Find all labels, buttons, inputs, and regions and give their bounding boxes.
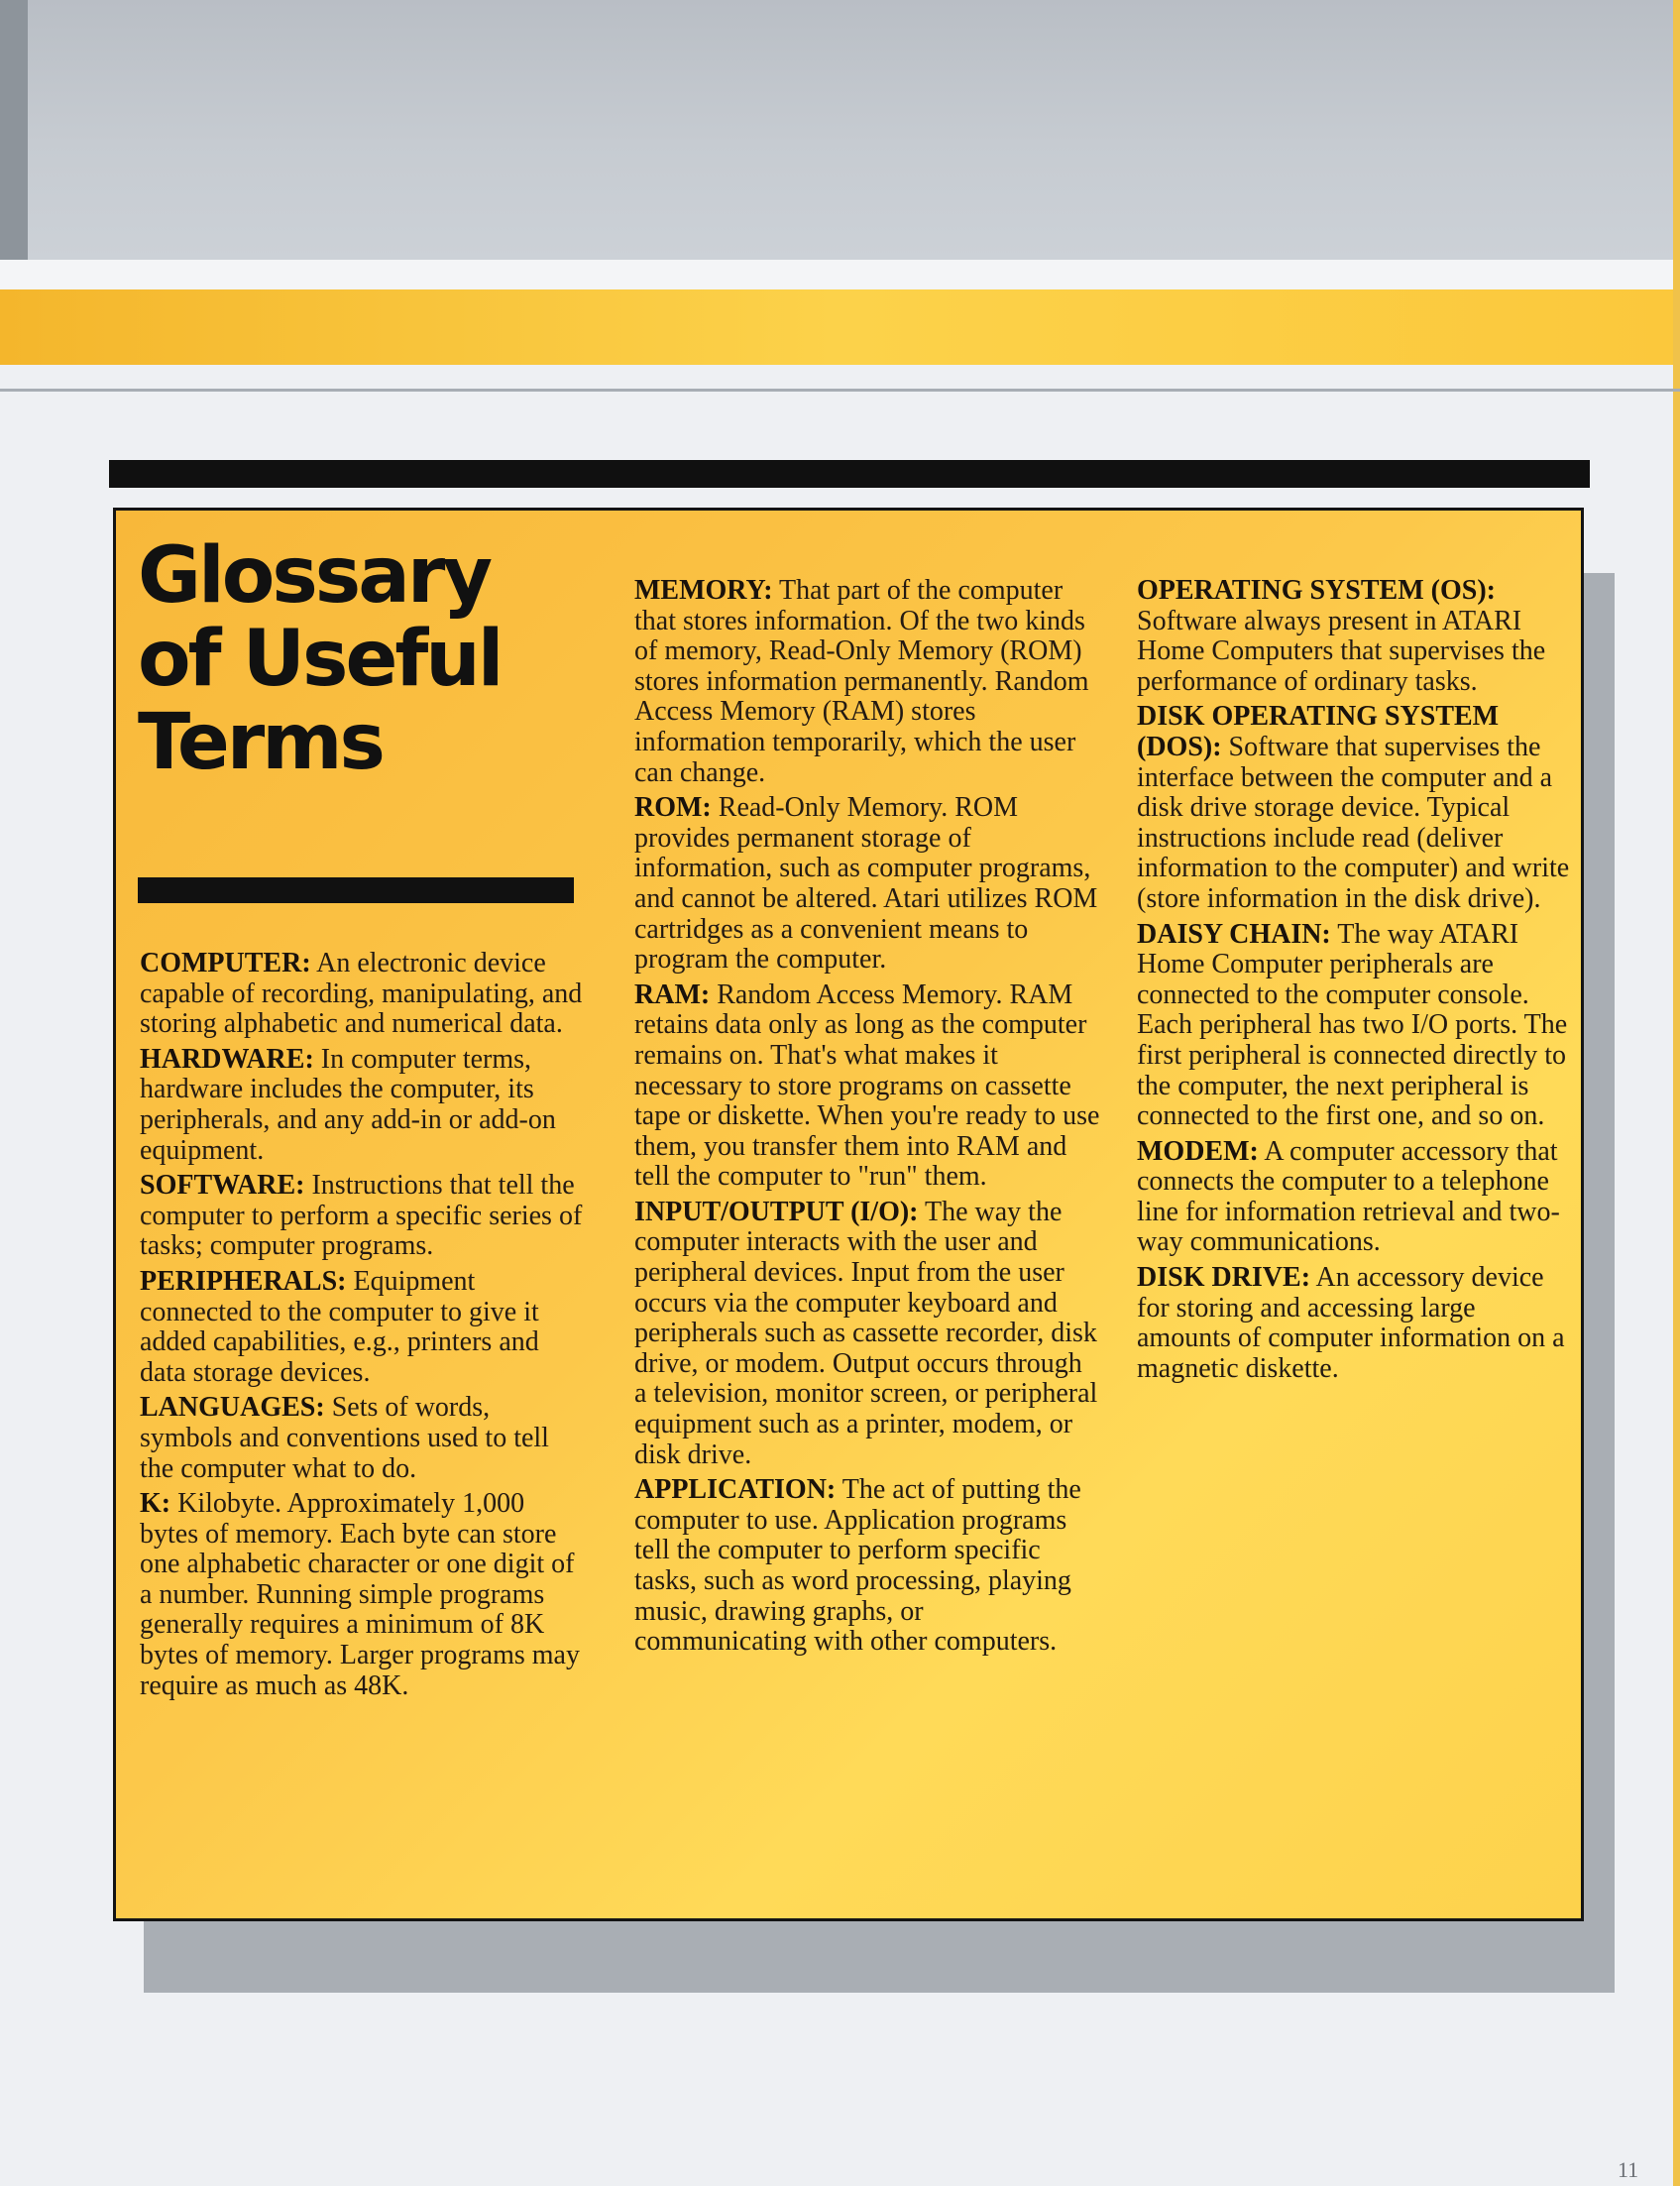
glossary-term: PERIPHERALS: bbox=[140, 1265, 347, 1297]
glossary-entry bbox=[1137, 702, 1573, 914]
glossary-entry bbox=[140, 949, 584, 1040]
glossary-entry bbox=[1137, 920, 1573, 1132]
glossary-entry bbox=[1137, 1137, 1573, 1258]
glossary-entry bbox=[634, 793, 1100, 976]
glossary-title: Glossary of Useful Terms bbox=[138, 531, 502, 787]
glossary-entry bbox=[140, 1045, 584, 1166]
glossary-definition: Sets of words, symbols and conventions used to tell the computer what to do. bbox=[140, 1392, 549, 1484]
glossary-entry bbox=[634, 1475, 1100, 1658]
glossary-term: DAISY CHAIN: bbox=[1137, 918, 1331, 950]
glossary-entry bbox=[634, 576, 1100, 788]
glossary-entry bbox=[140, 1489, 584, 1701]
glossary-definition: The act of putting the computer to use. Application programs tell the computer to perform specific tasks, such as word processing, playing music, drawing graphs, or communicating with other computers. bbox=[634, 1474, 1081, 1658]
glossary-definition: That part of the computer that stores information. Of the two kinds of memory, Read-Only Memory (ROM) stores information permanently. Random Access Memory (RAM) stores information temporarily, which the user can change. bbox=[634, 575, 1089, 788]
glossary-definition: In computer terms, hardware includes the computer, its peripherals, and any add-in or add-on equipment. bbox=[140, 1043, 556, 1166]
glossary-term: LANGUAGES: bbox=[140, 1392, 325, 1424]
glossary-definition: The way ATARI Home Computer peripherals are connected to the computer console. Each peripheral has two I/O ports. The first peripheral is connected directly to the computer, the next peripheral is connected to the first one, and so on. bbox=[1137, 918, 1568, 1132]
glossary-definition: Software always present in ATARI Home Computers that supervises the performance of ordinary tasks. bbox=[1137, 605, 1546, 697]
glossary-entry bbox=[140, 1267, 584, 1388]
glossary-term: MEMORY: bbox=[634, 575, 773, 606]
glossary-term: COMPUTER: bbox=[140, 948, 311, 978]
glossary-term: HARDWARE: bbox=[140, 1043, 314, 1075]
glossary-entry bbox=[1137, 1263, 1573, 1384]
glossary-column-1 bbox=[140, 949, 584, 1706]
glossary-entry bbox=[1137, 576, 1573, 697]
glossary-definition: Instructions that tell the computer to perform a specific series of tasks; computer programs. bbox=[140, 1170, 583, 1262]
glossary-definition: An electronic device capable of recording, manipulating, and storing alphabetic and numerical data. bbox=[140, 948, 583, 1040]
glossary-definition: Kilobyte. Approximately 1,000 bytes of memory. Each byte can store one alphabetic character or one digit of a number. Running simple programs generally requires a minimum of 8K bytes of memory. Larger programs may require as much as 48K. bbox=[140, 1488, 580, 1701]
glossary-entry bbox=[140, 1171, 584, 1262]
header-rule bbox=[0, 389, 1680, 392]
glossary-entry bbox=[140, 1393, 584, 1484]
glossary-term: APPLICATION: bbox=[634, 1474, 837, 1506]
glossary-definition: The way the computer interacts with the user and peripheral devices. Input from the user occurs via the computer keyboard and peripherals such as cassette recorder, disk drive, or modem. Output occurs through a television, monitor screen, or peripheral equipment such as a printer, modem, or disk drive. bbox=[634, 1196, 1098, 1470]
header-yellow-band bbox=[0, 289, 1680, 365]
glossary-entry bbox=[634, 1198, 1100, 1470]
glossary-definition: An accessory device for storing and accessing large amounts of computer information on a magnetic diskette. bbox=[1137, 1262, 1565, 1384]
glossary-top-bar bbox=[109, 460, 1590, 488]
page-number: 11 bbox=[1618, 2157, 1639, 2182]
glossary-definition: Random Access Memory. RAM retains data only as long as the computer remains on. That's what makes it necessary to store programs on cassette tape or diskette. When you're ready to use them, you transfer them into RAM and tell the computer to "run" them. bbox=[634, 978, 1100, 1193]
title-underline-bar bbox=[138, 877, 574, 903]
header-gray-band bbox=[0, 0, 1680, 260]
page-edge-shadow bbox=[0, 0, 28, 260]
glossary-definition: Equipment connected to the computer to give it added capabilities, e.g., printers and data storage devices. bbox=[140, 1265, 539, 1388]
glossary-definition: Software that supervises the interface between the computer and a disk drive storage device. Typical instructions include read (deliver information to the computer) and write (store information in the disk drive). bbox=[1137, 731, 1570, 914]
glossary-term: SOFTWARE: bbox=[140, 1170, 305, 1202]
glossary-term: ROM: bbox=[634, 792, 712, 824]
glossary-term: OPERATING SYSTEM (OS): bbox=[1137, 575, 1496, 606]
right-page-edge bbox=[1673, 0, 1680, 2186]
glossary-term: RAM: bbox=[634, 978, 711, 1010]
glossary-term: DISK DRIVE: bbox=[1137, 1262, 1311, 1294]
glossary-term: INPUT/OUTPUT (I/O): bbox=[634, 1196, 919, 1227]
header-white-stripe bbox=[0, 260, 1680, 289]
glossary-column-2 bbox=[634, 576, 1100, 1663]
glossary-definition: A computer accessory that connects the computer to a telephone line for information retrieval and two-way communications. bbox=[1137, 1135, 1560, 1258]
glossary-term: MODEM: bbox=[1137, 1135, 1259, 1167]
glossary-term: K: bbox=[140, 1488, 171, 1520]
glossary-term: DISK OPERATING SYSTEM (DOS): bbox=[1137, 701, 1500, 762]
glossary-panel bbox=[113, 508, 1584, 1921]
glossary-column-3 bbox=[1137, 576, 1573, 1389]
glossary-entry bbox=[634, 980, 1100, 1193]
glossary-definition: Read-Only Memory. ROM provides permanent storage of information, such as computer programs, and cannot be altered. Atari utilizes ROM cartridges as a convenient means to program the computer. bbox=[634, 792, 1098, 976]
